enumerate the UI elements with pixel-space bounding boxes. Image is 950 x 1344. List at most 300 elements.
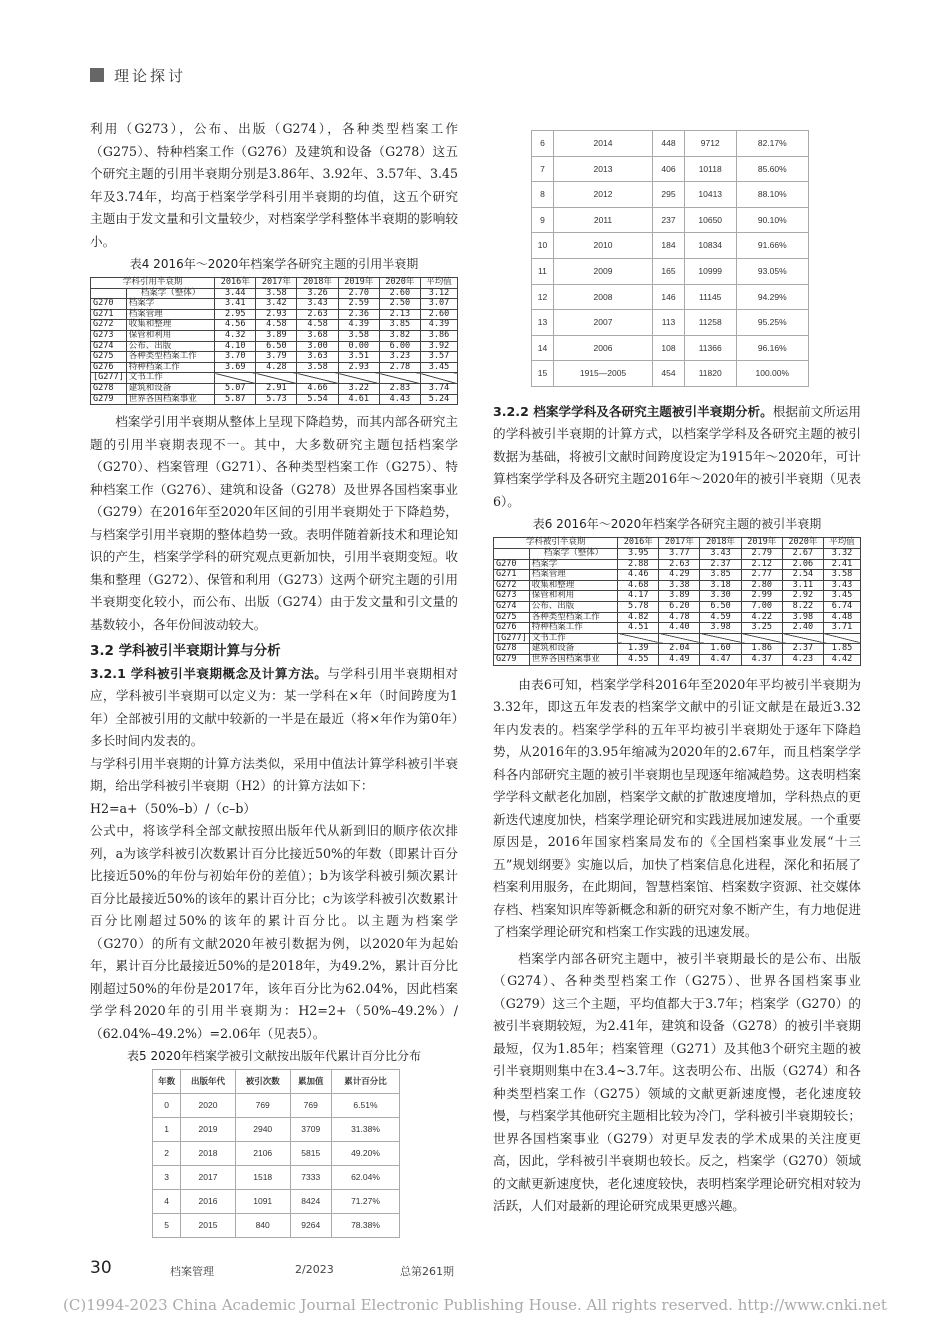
table-cell: 3.63 xyxy=(297,352,338,363)
table-cell: 3.43 xyxy=(700,549,741,560)
table-cell: 2015 xyxy=(181,1213,236,1237)
table-row xyxy=(532,258,809,284)
table-cell: 2011 xyxy=(553,207,652,233)
table-cell: 1518 xyxy=(235,1165,290,1189)
table-cell: G272 xyxy=(494,580,530,591)
table-cell: 5.07 xyxy=(215,383,256,394)
table-header-cell: 2020年 xyxy=(379,278,420,289)
table-cell: 2.83 xyxy=(379,383,420,394)
table-cell: 档案学 xyxy=(126,299,214,310)
table-cell: 3.23 xyxy=(379,352,420,363)
table5-continued xyxy=(531,130,809,387)
table-row xyxy=(532,131,809,157)
table-cell: 3.92 xyxy=(420,341,457,352)
table-cell: 3.18 xyxy=(700,580,741,591)
table-cell: G273 xyxy=(91,330,127,341)
table-row xyxy=(153,1117,400,1141)
left-paragraph-4: 与学科引用半衰期的计算方法类似，采用中值法计算学科被引半衰期，给出学科被引半衰期（H2）的计算方法如下： xyxy=(90,755,458,794)
table-cell: 5 xyxy=(153,1213,181,1237)
table-cell: 3.89 xyxy=(659,591,700,602)
table-cell: 3.69 xyxy=(215,362,256,373)
table-cell: 4 xyxy=(153,1189,181,1213)
table-cell: 3.58 xyxy=(823,570,860,581)
table-cell: 6.00 xyxy=(379,341,420,352)
table6-caption: 表6 2016年～2020年档案学各研究主题的被引半衰期 xyxy=(532,517,822,532)
table-cell: 3.58 xyxy=(256,288,297,299)
table-cell: 1.85 xyxy=(823,644,860,655)
table-header-cell: 学科被引半衰期 xyxy=(494,538,618,549)
table-cell: 3.58 xyxy=(338,330,379,341)
table-cell: 3.45 xyxy=(823,591,860,602)
table-cell: 3.11 xyxy=(782,580,823,591)
table-row xyxy=(532,361,809,387)
table-cell: 4.10 xyxy=(215,341,256,352)
table-cell: 2.79 xyxy=(741,549,782,560)
table-cell: 5.54 xyxy=(297,394,338,405)
table-row xyxy=(494,591,861,602)
table-cell: 6.20 xyxy=(659,602,700,613)
right-paragraph-2: 由表6可知，档案学学科2016年至2020年平均被引半衰期为3.32年，即这五年发表的档案学文献中的引证文献是在最近3.32年内发表的。档案学学科的五年平均被引半衰期处于逐年下降趋势，从2016年的3.95年缩减为2020年的2.67年，而且档案学学科各内部研究主题的被引半衰期也呈现逐年缩减趋势。这表明档案学学科文献老化加剧，档案学文献的扩散速度增加，学科热点的更新迭代速度加快，档案学理论研究和实践进展加速发展。一个重要原因是，2016年国家档案局发布的《全国档案事业发展“十三五”规划纲要》实施以后，加快了档案信息化进程，深化和拓展了档案利用服务，在此期间，智慧档案馆、档案数字资源、社交媒体存档、档案知识库等新概念和新的研究对象不断产生，有力地促进了档案学理论研究和档案工作实践的迅速发展。 xyxy=(493,676,861,940)
table-header-cell: 2019年 xyxy=(338,278,379,289)
table-cell: 2940 xyxy=(235,1117,290,1141)
table-cell: 3.58 xyxy=(297,362,338,373)
table-cell xyxy=(782,633,823,644)
table-cell: 90.10% xyxy=(736,207,808,233)
table-cell: 10834 xyxy=(684,233,736,259)
table-cell: 2009 xyxy=(553,258,652,284)
table-cell: 82.17% xyxy=(736,131,808,157)
table-header-cell: 2016年 xyxy=(618,538,659,549)
table-cell: 3.12 xyxy=(420,288,457,299)
table-row xyxy=(494,602,861,613)
table-cell: 3.42 xyxy=(256,299,297,310)
table-cell: 2.99 xyxy=(741,591,782,602)
table-cell: 10118 xyxy=(684,156,736,182)
table-cell: 13 xyxy=(532,310,554,336)
table-cell: 4.46 xyxy=(618,570,659,581)
table-row xyxy=(494,570,861,581)
table-cell: 3.44 xyxy=(215,288,256,299)
table-cell: G275 xyxy=(91,352,127,363)
table-cell: 12 xyxy=(532,284,554,310)
table4-caption: 表4 2016年～2020年档案学各研究主题的引用半衰期 xyxy=(129,257,419,271)
table-cell: 3.43 xyxy=(823,580,860,591)
table-cell: 4.58 xyxy=(297,320,338,331)
table-cell: G276 xyxy=(494,623,530,634)
table-cell: 2.63 xyxy=(297,309,338,320)
table-cell: 2.91 xyxy=(256,383,297,394)
table-cell: G272 xyxy=(91,320,127,331)
table-cell: 2.92 xyxy=(782,591,823,602)
table-cell: 8.22 xyxy=(782,602,823,613)
table-cell: 3.38 xyxy=(659,580,700,591)
table-cell: 31.38% xyxy=(331,1117,399,1141)
table-cell: 4.58 xyxy=(256,320,297,331)
table-header-cell: 2017年 xyxy=(659,538,700,549)
table-cell: 184 xyxy=(653,233,685,259)
table-cell: 4.78 xyxy=(659,612,700,623)
table-cell: 2016 xyxy=(181,1189,236,1213)
table-cell: 3.22 xyxy=(338,383,379,394)
left-paragraph-5: 公式中，将该学科全部文献按照出版年代从新到旧的顺序依次排列，a为该学科被引次数累计百分比接近50%的年数（即累计百分比接近50%的年份与初始年份的差值）；b为该学科被引频次累计百分比最接近50%的该年的累计百分比；c为该学科被引次数累计百分比刚超过50%的该年的累计百分比。以主题为档案学（G270）的所有文献2020年被引数据为例，以2020年为起始年，累计百分比最接近50%的是2018年，为49.2%，累计百分比刚超过50%的年份是2017年，该年百分比为62.04%，因此档案学学科2020年的引用半衰期为：H2=2+（50%–49.2%）/（62.04%–49.2%）=2.06年（见表5）。 xyxy=(90,823,458,1041)
table-cell: 4.51 xyxy=(618,623,659,634)
table-row xyxy=(494,644,861,655)
table-cell: 2.95 xyxy=(215,309,256,320)
table-cell xyxy=(256,373,297,384)
table-cell: 49.20% xyxy=(331,1141,399,1165)
table-cell: 2007 xyxy=(553,310,652,336)
table-header-cell: 被引次数 xyxy=(235,1070,290,1094)
table-cell: 14 xyxy=(532,335,554,361)
table-cell: 8 xyxy=(532,182,554,208)
table-cell: 世界各国档案事业 xyxy=(126,394,214,405)
table-cell: 3.98 xyxy=(782,612,823,623)
table-cell xyxy=(741,633,782,644)
table-cell: 3.85 xyxy=(700,570,741,581)
table-cell xyxy=(823,633,860,644)
section-3-2-heading: 3.2 学科被引半衰期计算与分析 xyxy=(90,643,281,660)
table-cell: 2.36 xyxy=(338,309,379,320)
table-cell: 3.77 xyxy=(659,549,700,560)
table-cell: 2 xyxy=(153,1141,181,1165)
table-cell: 6.50 xyxy=(700,602,741,613)
table-cell: 3.51 xyxy=(338,352,379,363)
table-cell: 10413 xyxy=(684,182,736,208)
table-header-cell: 平均值 xyxy=(823,538,860,549)
table-cell: 4.66 xyxy=(297,383,338,394)
table-row xyxy=(91,299,458,310)
table-cell: 9712 xyxy=(684,131,736,157)
table4 xyxy=(90,277,458,405)
table-cell: 2.59 xyxy=(338,299,379,310)
table-cell: 5.73 xyxy=(256,394,297,405)
table-cell: G271 xyxy=(494,570,530,581)
table-cell: 收集和整理 xyxy=(126,320,214,331)
table-cell: 2106 xyxy=(235,1141,290,1165)
table-cell: 93.05% xyxy=(736,258,808,284)
left-paragraph-2: 档案学引用半衰期从整体上呈现下降趋势，而其内部各研究主题的引用半衰期表现不一。其中，大多数研究主题包括档案学（G270）、档案管理（G271）、各种类型档案工作（G275）、特种档案工作（G276）、建筑和设备（G278）及世界各国档案事业（G279）在2016年至2020年区间的引用半衰期处于下降趋势，与档案学引用半衰期的整体趋势一致。表明伴随着新技术和理论知识的产生，档案学学科的研究观点更新加快，引用半衰期变短。收集和整理（G272）、保管和利用（G273）这两个研究主题的引用半衰期变化较小，而公布、出版（G274）由于发文量和引文量的基数较小，各年份间波动较大。 xyxy=(90,414,458,632)
table-header-cell: 2017年 xyxy=(256,278,297,289)
table-cell: G270 xyxy=(91,299,127,310)
table-cell: 公布、出版 xyxy=(529,602,617,613)
table-row xyxy=(153,1165,400,1189)
table-cell: 11820 xyxy=(684,361,736,387)
table-row xyxy=(153,1213,400,1237)
table-cell: 769 xyxy=(290,1093,331,1117)
table-cell: 406 xyxy=(653,156,685,182)
table-cell: 6.50 xyxy=(256,341,297,352)
table-cell: 6.74 xyxy=(823,602,860,613)
table-cell xyxy=(659,633,700,644)
table-cell: 2.41 xyxy=(823,559,860,570)
table-cell: 62.04% xyxy=(331,1165,399,1189)
table-cell: 特种档案工作 xyxy=(529,623,617,634)
table-row xyxy=(532,284,809,310)
table-cell: 840 xyxy=(235,1213,290,1237)
table-header-row xyxy=(494,538,861,549)
table-cell: 2.88 xyxy=(618,559,659,570)
table-cell: G278 xyxy=(494,644,530,655)
table-cell: 8424 xyxy=(290,1189,331,1213)
table-cell: 4.55 xyxy=(618,654,659,665)
table-cell: G274 xyxy=(91,341,127,352)
table-cell: 2008 xyxy=(553,284,652,310)
table-cell xyxy=(420,373,457,384)
table-cell: G278 xyxy=(91,383,127,394)
table-cell: 0 xyxy=(153,1093,181,1117)
table-cell: 6 xyxy=(532,131,554,157)
table-cell: 4.17 xyxy=(618,591,659,602)
table-cell: 85.60% xyxy=(736,156,808,182)
table-cell: 146 xyxy=(653,284,685,310)
table-cell: 4.82 xyxy=(618,612,659,623)
table-cell: 4.43 xyxy=(379,394,420,405)
table-cell: 2.77 xyxy=(741,570,782,581)
table-cell: 1.39 xyxy=(618,644,659,655)
table-cell: 档案管理 xyxy=(529,570,617,581)
table-row xyxy=(532,310,809,336)
table-cell: 4.29 xyxy=(659,570,700,581)
table-row xyxy=(153,1093,400,1117)
page-footer xyxy=(90,1258,860,1282)
total-issue: 总第261期 xyxy=(400,1265,454,1278)
table6 xyxy=(493,537,861,665)
table-cell: 档案学 xyxy=(529,559,617,570)
table-cell: G279 xyxy=(494,654,530,665)
table-row xyxy=(494,654,861,665)
page-number: 30 xyxy=(90,1258,112,1278)
table-cell: 文书工作 xyxy=(126,373,214,384)
table-cell: 4.61 xyxy=(338,394,379,405)
table-cell: G271 xyxy=(91,309,127,320)
table-cell: 档案管理 xyxy=(126,309,214,320)
table-cell: 9 xyxy=(532,207,554,233)
table-cell: 4.47 xyxy=(700,654,741,665)
table-header-row xyxy=(153,1070,400,1094)
table-row xyxy=(532,233,809,259)
table-cell: 2.93 xyxy=(338,362,379,373)
table-cell: 特种档案工作 xyxy=(126,362,214,373)
table-cell: 公布、出版 xyxy=(126,341,214,352)
table-cell: 各种类型档案工作 xyxy=(529,612,617,623)
table-cell: 保管和利用 xyxy=(529,591,617,602)
table-header-cell: 2019年 xyxy=(741,538,782,549)
table-cell: 100.00% xyxy=(736,361,808,387)
table-cell: 3.71 xyxy=(823,623,860,634)
table-row xyxy=(91,394,458,405)
table-header-cell: 学科引用半衰期 xyxy=(91,278,215,289)
table-cell: 11258 xyxy=(684,310,736,336)
issue-number: 2/2023 xyxy=(295,1263,334,1276)
table-cell: 454 xyxy=(653,361,685,387)
table-cell: 3.45 xyxy=(420,362,457,373)
table-cell: 7 xyxy=(532,156,554,182)
table-cell: 2006 xyxy=(553,335,652,361)
table-cell: 10 xyxy=(532,233,554,259)
section-3-2-1-heading: 3.2.1 学科被引半衰期概念及计算方法。 xyxy=(90,665,328,681)
table-cell: 88.10% xyxy=(736,182,808,208)
table-cell: 各种类型档案工作 xyxy=(126,352,214,363)
table5 xyxy=(152,1069,400,1238)
table-cell: G270 xyxy=(494,559,530,570)
table-cell: 4.28 xyxy=(256,362,297,373)
table-cell xyxy=(700,633,741,644)
table-cell: 2012 xyxy=(553,182,652,208)
table-cell: 2017 xyxy=(181,1165,236,1189)
table-cell: 2.78 xyxy=(379,362,420,373)
table-cell: 4.32 xyxy=(215,330,256,341)
table-cell: 108 xyxy=(653,335,685,361)
table-cell: 0.00 xyxy=(338,341,379,352)
table-cell: 2.12 xyxy=(741,559,782,570)
table-cell: 2018 xyxy=(181,1141,236,1165)
running-header xyxy=(90,62,186,88)
table-cell: 15 xyxy=(532,361,554,387)
left-column xyxy=(90,118,458,1238)
table-header-cell: 累加值 xyxy=(290,1070,331,1094)
table-cell: 2010 xyxy=(553,233,652,259)
table-cell: 1915—2005 xyxy=(553,361,652,387)
table-cell: 2.54 xyxy=(782,570,823,581)
table-cell: 2013 xyxy=(553,156,652,182)
table-cell: 2.40 xyxy=(782,623,823,634)
table-row xyxy=(532,207,809,233)
table-cell: 5.24 xyxy=(420,394,457,405)
table-header-cell: 2018年 xyxy=(700,538,741,549)
table-cell: 113 xyxy=(653,310,685,336)
table-cell xyxy=(494,549,530,560)
table-cell: 2.04 xyxy=(659,644,700,655)
table-cell: 4.68 xyxy=(618,580,659,591)
table-cell xyxy=(338,373,379,384)
table-cell: 3.07 xyxy=(420,299,457,310)
table-cell: [G277] xyxy=(494,633,530,644)
table-cell: 2.63 xyxy=(659,559,700,570)
table-cell: 3.98 xyxy=(700,623,741,634)
table-cell: 2.37 xyxy=(700,559,741,570)
table-cell: 3.41 xyxy=(215,299,256,310)
table-cell xyxy=(91,288,127,299)
table-cell: 2.80 xyxy=(741,580,782,591)
table-cell: 4.56 xyxy=(215,320,256,331)
table-cell: 96.16% xyxy=(736,335,808,361)
table-row xyxy=(153,1141,400,1165)
table-header-cell: 平均值 xyxy=(420,278,457,289)
table-cell: 2014 xyxy=(553,131,652,157)
table-cell: 档案学（整体） xyxy=(126,288,214,299)
table-header-cell: 累计百分比 xyxy=(331,1070,399,1094)
table-cell: 3.25 xyxy=(741,623,782,634)
left-paragraph-3: 与学科引用半衰期相对应，学科被引半衰期可以定义为：某一学科在×年（时间跨度为1年）全部被引用的文献中较新的一半是在最近（将×年作为第0年）多长时间内发表的。 xyxy=(90,665,459,749)
table-cell: 448 xyxy=(653,131,685,157)
formula: H2=a+（50%–b）/（c–b） xyxy=(90,800,256,816)
table-cell: 3.95 xyxy=(618,549,659,560)
table-cell: 769 xyxy=(235,1093,290,1117)
table-cell: 5815 xyxy=(290,1141,331,1165)
copyright-notice: (C)1994-2023 China Academic Journal Electronic Publishing House. All rights reserved. http://www.cnki.net xyxy=(63,1296,887,1314)
right-paragraph-1: 根据前文所运用的学科被引半衰期的计算方式，以档案学学科及各研究主题的被引数据为基础，将被引文献时间跨度设定为1915年～2020年，可计算档案学学科及各研究主题2016年～2020年的被引半衰期（见表6）。 xyxy=(493,403,861,509)
left-paragraph-1: 利用（G273），公布、出版（G274），各种类型档案工作（G275）、特种档案工作（G276）及建筑和设备（G278）这五个研究主题的引用半衰期分别是3.86年、3.92年、3.57年、3.45年及3.74年，均高于档案学学科引用半衰期的均值，这五个研究主题由于发文量和引文量较少，对档案学学科整体半衰期的影响较小。 xyxy=(90,121,458,249)
table-row xyxy=(532,182,809,208)
table-cell: 295 xyxy=(653,182,685,208)
table-cell: 7333 xyxy=(290,1165,331,1189)
table-cell: 3 xyxy=(153,1165,181,1189)
table-row xyxy=(532,335,809,361)
table-cell: 2.50 xyxy=(379,299,420,310)
table-row xyxy=(153,1189,400,1213)
table-cell: 4.48 xyxy=(823,612,860,623)
table-cell: 档案学（整体） xyxy=(529,549,617,560)
table-cell: 2.13 xyxy=(379,309,420,320)
table-cell: 3709 xyxy=(290,1117,331,1141)
table-cell: 5.78 xyxy=(618,602,659,613)
table-cell: 91.66% xyxy=(736,233,808,259)
table-row xyxy=(91,373,458,384)
table5-caption: 表5 2020年档案学被引文献按出版年代累计百分比分布 xyxy=(127,1049,421,1064)
table-cell: 3.89 xyxy=(256,330,297,341)
table-cell: 世界各国档案事业 xyxy=(529,654,617,665)
table-cell: 建筑和设备 xyxy=(126,383,214,394)
table-cell: 3.68 xyxy=(297,330,338,341)
table-cell: 10650 xyxy=(684,207,736,233)
table-cell: 94.29% xyxy=(736,284,808,310)
section-3-2-2-heading: 3.2.2 档案学学科及各研究主题被引半衰期分析。 xyxy=(493,403,773,419)
table-cell: 3.43 xyxy=(297,299,338,310)
table-cell: 165 xyxy=(653,258,685,284)
table-cell: 2.37 xyxy=(782,644,823,655)
table-cell: 4.37 xyxy=(741,654,782,665)
table-header-cell: 年数 xyxy=(153,1070,181,1094)
table-cell: 78.38% xyxy=(331,1213,399,1237)
table-cell: 4.22 xyxy=(741,612,782,623)
table-cell: 4.40 xyxy=(659,623,700,634)
table-cell xyxy=(618,633,659,644)
right-column xyxy=(493,130,861,1218)
table-cell: 95.25% xyxy=(736,310,808,336)
table-cell: 4.39 xyxy=(338,320,379,331)
table-cell: 3.32 xyxy=(823,549,860,560)
table-cell: 11 xyxy=(532,258,554,284)
table-header-row xyxy=(91,278,458,289)
table-row xyxy=(91,330,458,341)
table-cell: 3.30 xyxy=(700,591,741,602)
table-cell: 建筑和设备 xyxy=(529,644,617,655)
table-cell: 11366 xyxy=(684,335,736,361)
table-cell: 3.82 xyxy=(379,330,420,341)
table-header-cell: 出版年代 xyxy=(181,1070,236,1094)
table-cell: 4.49 xyxy=(659,654,700,665)
table-row xyxy=(91,320,458,331)
table-cell: 3.85 xyxy=(379,320,420,331)
table-cell: 3.70 xyxy=(215,352,256,363)
table-cell: [G277] xyxy=(91,373,127,384)
journal-name: 档案管理 xyxy=(170,1265,214,1278)
table-cell: G276 xyxy=(91,362,127,373)
table-cell: 1091 xyxy=(235,1189,290,1213)
table-row xyxy=(91,383,458,394)
table-cell: G273 xyxy=(494,591,530,602)
table-cell: 1.60 xyxy=(700,644,741,655)
table-cell: G275 xyxy=(494,612,530,623)
table-cell: 文书工作 xyxy=(529,633,617,644)
table-cell: 237 xyxy=(653,207,685,233)
table-cell: 11145 xyxy=(684,284,736,310)
table-cell: G279 xyxy=(91,394,127,405)
table-row xyxy=(532,156,809,182)
table-cell: 4.23 xyxy=(782,654,823,665)
table-row xyxy=(91,352,458,363)
table-cell: 4.42 xyxy=(823,654,860,665)
